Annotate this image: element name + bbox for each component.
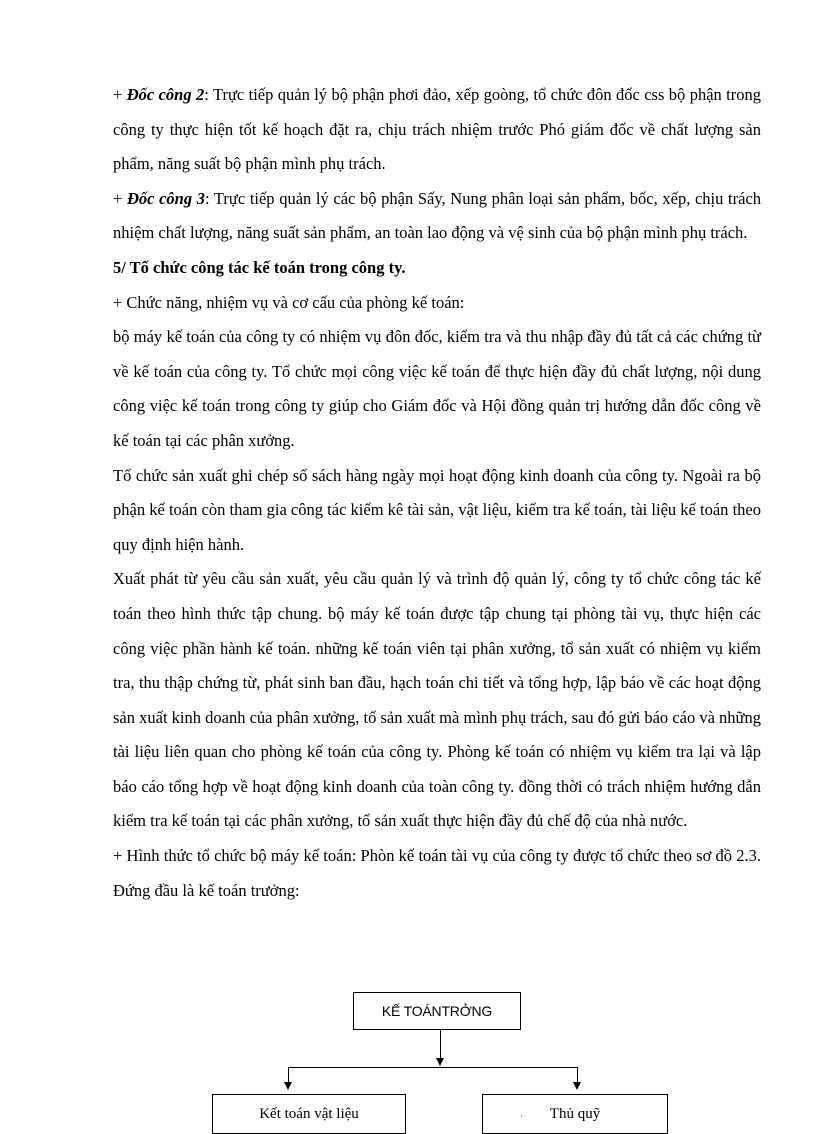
chart-node-label: Kết toán vật liệu bbox=[259, 1105, 359, 1122]
bullet-lead: + bbox=[113, 188, 127, 208]
paragraph-text: : Trực tiếp quản lý các bộ phận Sấy, Nung phân loại sản phẩm, bốc, xếp, chịu trách nhiệm chất lượng, năng suất sản phẩm, an toàn lao động và vệ sinh của bộ phận mình phụ trách. bbox=[113, 188, 761, 243]
bullet-lead: + bbox=[113, 85, 127, 104]
paragraph-functions-intro: + Chức năng, nhiệm vụ và cơ cấu của phòng kế toán: bbox=[113, 292, 465, 312]
chart-node-materials-accountant bbox=[212, 1094, 406, 1134]
paragraph-record-keeping: Tổ chức sản xuất ghi chép sổ sách hàng ngày mọi hoạt động kinh doanh của công ty. Ngoài ra bộ phận kế toán còn tham gia công tác kiểm kê tài sản, vật liệu, kiểm tra kế toán, tài liệu kế toán theo quy định hiện hành. bbox=[113, 465, 761, 554]
arrow-down-icon bbox=[573, 1082, 581, 1090]
chart-node-label: KẾ TOÁNTRỞNG bbox=[381, 1003, 493, 1019]
chart-node-treasurer bbox=[482, 1094, 668, 1134]
role-title: Đốc công 3 bbox=[126, 188, 205, 208]
chart-node-label: Thủ quỹ bbox=[549, 1105, 601, 1122]
stray-mark: ˒ bbox=[520, 1110, 523, 1120]
paragraph-organization-form: + Hình thức tổ chức bộ máy kế toán: Phòn kế toán tài vụ của công ty được tổ chức theo sơ đồ 2.3. Đứng đầu là kế toán trưởng: bbox=[113, 846, 761, 900]
role-title: Đốc công 2 bbox=[126, 85, 205, 104]
connector-horizontal bbox=[288, 1067, 578, 1068]
connector-left-drop bbox=[288, 1067, 289, 1083]
connector-vertical-root bbox=[440, 1030, 441, 1058]
connector-right-drop bbox=[577, 1067, 578, 1083]
chart-node-chief-accountant bbox=[353, 992, 521, 1030]
arrow-down-icon bbox=[436, 1058, 444, 1066]
arrow-down-icon bbox=[284, 1082, 292, 1090]
paragraph-text: : Trực tiếp quản lý bộ phận phơi đảo, xếp goòng, tổ chức đôn đốc css bộ phận trong công ty thực hiện tốt kế hoạch đặt ra, chịu trách nhiệm trước Phó giám đốc về chất lượng sản phẩm, năng suất bộ phận mình phụ trách. bbox=[113, 85, 761, 174]
paragraph-centralized-accounting: Xuất phát từ yêu cầu sản xuất, yêu cầu quản lý và trình độ quản lý, công ty tổ chức công tác kế toán theo hình thức tập chung. bộ máy kế toán được tập chung tại phòng tài vụ, thực hiện các công việc phần hành kế toán. những kế toán viên tại phân xưởng, tổ sản xuất có nhiệm vụ kiểm tra, thu thập chứng từ, phát sinh ban đầu, hạch toán chi tiết và tổng hợp, lập báo về các hoạt động sản xuất kinh doanh của phân xưởng, tổ sản xuất mà mình phụ trách, sau đó gửi báo cáo và những tài liệu liên quan cho phòng kế toán của công ty. Phòng kế toán có nhiệm vụ kiểm tra lại và lập báo cáo tổng hợp về hoạt động kinh doanh của toàn công ty. đồng thời có trách nhiệm hướng dẫn kiểm tra kế toán tại các phân xưởng, tổ sản xuất thực hiện đầy đủ chế độ của nhà nước. bbox=[113, 569, 761, 831]
section-heading: 5/ Tổ chức công tác kế toán trong công ty. bbox=[113, 257, 406, 277]
paragraph-accounting-duties: bộ máy kế toán của công ty có nhiệm vụ đôn đốc, kiểm tra và thu nhập đầy đủ tất cả các chứng từ về kế toán của công ty. Tổ chức mọi công việc kế toán để thực hiện đầy đủ chất lượng, nội dung công việc kế toán trong công ty giúp cho Giám đốc và Hội đồng quản trị hướng dẫn đốc công về kế toán tại các phân xưởng. bbox=[113, 327, 761, 450]
